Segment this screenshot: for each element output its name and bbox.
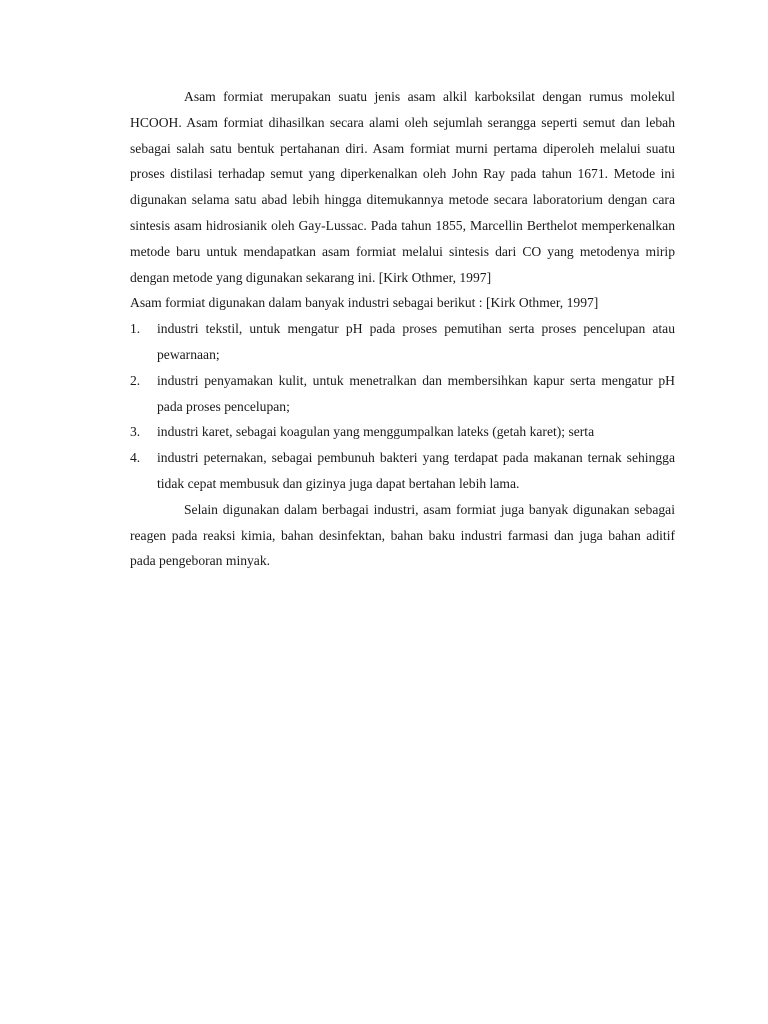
paragraph-other-uses: Selain digunakan dalam berbagai industri, asam formiat juga banyak digunakan sebagai reagen pada reaksi kimia, bahan desinfektan, bahan baku industri farmasi dan juga bahan aditif pada pengeboran minyak. (130, 501, 675, 569)
list-item-text: industri penyamakan kulit, untuk menetralkan dan membersihkan kapur serta mengatur pH pada proses pencelupan; (157, 372, 675, 414)
list-item-text: industri karet, sebagai koagulan yang menggumpalkan lateks (getah karet); serta (157, 424, 595, 440)
list-item (130, 368, 675, 420)
document-page (130, 84, 675, 574)
list-item-number: 3. (130, 424, 141, 440)
list-item-number: 1. (130, 321, 141, 337)
list-item-number: 4. (130, 450, 141, 466)
list-item-number: 2. (130, 372, 141, 388)
industry-usage-list (130, 316, 675, 497)
paragraph-formic-acid-history: Asam formiat merupakan suatu jenis asam alkil karboksilat dengan rumus molekul HCOOH. Asam formiat dihasilkan secara alami oleh sejumlah serangga seperti semut dan lebah sebagai salah satu bentuk pertahanan diri. Asam formiat murni pertama diperoleh melalui suatu proses distilasi terhadap semut yang diperkenalkan oleh John Ray pada tahun 1671. Metode ini digunakan selama satu abad lebih hingga ditemukannya metode secara laboratorium dengan cara sintesis asam hidrosianik oleh Gay-Lussac. Pada tahun 1855, Marcellin Berthelot memperkenalkan metode baru untuk mendapatkan asam formiat melalui sintesis dari CO yang metodenya mirip dengan metode yang digunakan sekarang ini. [Kirk Othmer, 1997] (130, 89, 675, 285)
list-item-text: industri tekstil, untuk mengatur pH pada proses pemutihan serta proses pencelupan atau pewarnaan; (157, 321, 675, 362)
list-item (130, 419, 675, 445)
list-item-text: industri peternakan, sebagai pembunuh bakteri yang terdapat pada makanan ternak sehingga tidak cepat membusuk dan gizinya juga dapat bertahan lebih lama. (157, 450, 675, 491)
list-item (130, 316, 675, 368)
list-intro: Asam formiat digunakan dalam banyak industri sebagai berikut : [Kirk Othmer, 1997] (130, 295, 599, 311)
list-item (130, 445, 675, 497)
